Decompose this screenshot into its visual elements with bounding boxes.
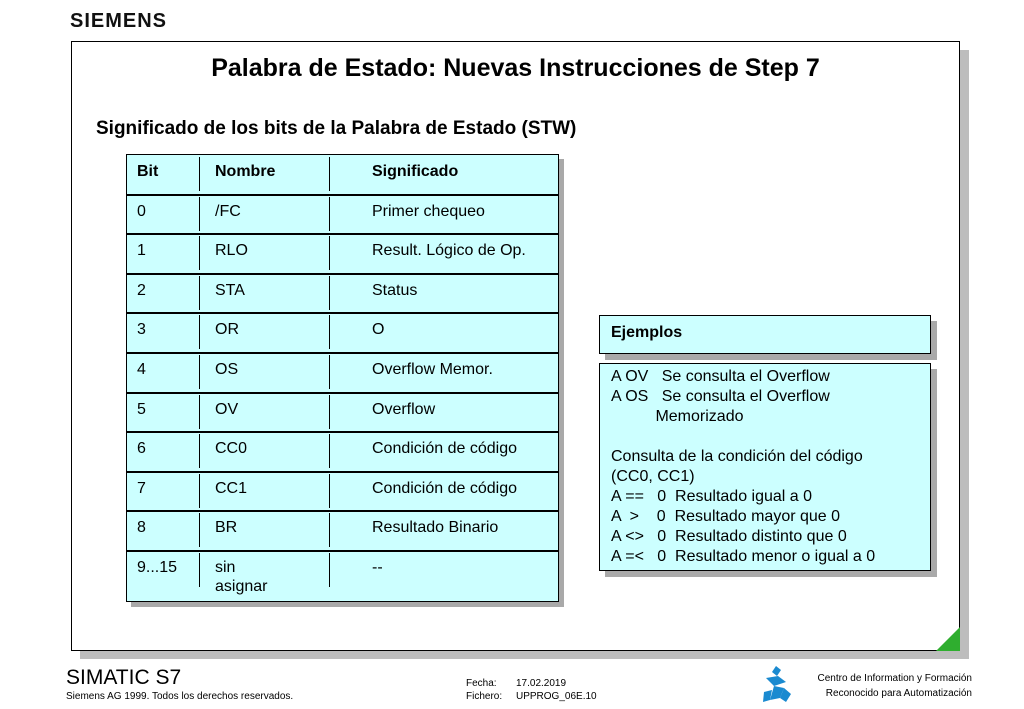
table-cell: Overflow Memor. — [372, 361, 493, 378]
example-line: A > 0 Resultado mayor que 0 — [611, 508, 841, 525]
examples-header-box — [599, 315, 931, 354]
example-line: A == 0 Resultado igual a 0 — [611, 488, 813, 505]
status-word-table — [126, 154, 559, 602]
row-separator — [127, 194, 558, 196]
row-separator — [127, 392, 558, 394]
row-separator — [127, 312, 558, 314]
file-info — [466, 677, 597, 703]
table-header-cell: Bit — [137, 163, 159, 180]
table-cell: 6 — [137, 440, 146, 458]
column-separator — [199, 395, 200, 429]
table-cell: CC1 — [215, 479, 248, 497]
table-cell: STA — [215, 281, 245, 299]
table-cell: 0 — [137, 202, 146, 220]
column-separator — [199, 197, 200, 231]
table-cell: -- — [372, 559, 383, 576]
table-cell: Result. Lógico de Op. — [372, 242, 526, 260]
example-line — [611, 427, 930, 447]
row-separator — [127, 233, 558, 235]
example-line: A OV Se consulta el Overflow — [611, 368, 830, 385]
table-cell: Resultado Binario — [372, 519, 499, 537]
column-separator — [329, 157, 330, 191]
column-separator — [329, 553, 330, 587]
column-separator — [329, 434, 330, 468]
table-cell: 8 — [137, 519, 146, 537]
example-line: A <> 0 Resultado distinto que 0 — [611, 528, 847, 545]
column-separator — [329, 236, 330, 270]
column-separator — [199, 553, 200, 587]
column-separator — [199, 276, 200, 310]
table-cell: CC0 — [215, 440, 248, 458]
table-cell: OV — [215, 400, 239, 418]
column-separator — [199, 474, 200, 508]
example-line: Consulta de la condición del código — [611, 448, 863, 465]
table-cell: 9...15 — [137, 559, 178, 576]
example-line: A OS Se consulta el Overflow — [611, 388, 830, 405]
column-separator — [329, 355, 330, 389]
table-cell: Status — [372, 281, 418, 299]
examples-lines — [600, 364, 930, 567]
training-center-text — [800, 671, 972, 701]
fecha-value: 17.02.2019 — [516, 678, 567, 689]
column-separator — [329, 315, 330, 349]
table-cell: 7 — [137, 479, 146, 497]
table-header-cell: Significado — [372, 163, 459, 180]
table-header-cell: Nombre — [215, 163, 276, 180]
table-cell: Condición de código — [372, 479, 517, 497]
center-line-2: Reconocido para Automatización — [825, 688, 972, 699]
column-separator — [329, 197, 330, 231]
table-cell: Overflow — [372, 400, 436, 418]
table-cell: /FC — [215, 202, 241, 220]
product-name: SIMATIC S7 — [66, 666, 182, 689]
row-separator — [127, 431, 558, 433]
fecha-label: Fecha: — [466, 678, 497, 689]
table-cell: Primer chequeo — [372, 202, 485, 220]
example-line: Memorizado — [611, 408, 744, 425]
page-corner-fold — [936, 627, 960, 651]
table-cell: 3 — [137, 321, 146, 339]
copyright-text: Siemens AG 1999. Todos los derechos reservados. — [66, 691, 294, 702]
fichero-label: Fichero: — [466, 691, 503, 702]
example-line: A =< 0 Resultado menor o igual a 0 — [611, 548, 876, 565]
row-separator — [127, 510, 558, 512]
table-cell: sin asignar — [215, 559, 268, 595]
fichero-value: UPPROG_06E.10 — [516, 691, 597, 702]
column-separator — [199, 236, 200, 270]
examples-body-box — [599, 363, 931, 571]
example-line: (CC0, CC1) — [611, 468, 695, 485]
column-separator — [199, 355, 200, 389]
column-separator — [199, 513, 200, 547]
row-separator — [127, 550, 558, 552]
table-cell: BR — [215, 519, 238, 537]
examples-heading: Ejemplos — [611, 324, 683, 341]
table-cell: Condición de código — [372, 440, 517, 458]
slide-subtitle: Significado de los bits de la Palabra de Estado (STW) — [96, 118, 577, 139]
column-separator — [329, 276, 330, 310]
table-cell: O — [372, 321, 385, 339]
siemens-logo: SIEMENS — [70, 10, 168, 32]
row-separator — [127, 352, 558, 354]
training-center-logo-icon — [762, 664, 792, 704]
table-cell: OR — [215, 321, 239, 339]
column-separator — [199, 157, 200, 191]
column-separator — [199, 434, 200, 468]
center-line-1: Centro de Information y Formación — [817, 673, 972, 684]
column-separator — [329, 474, 330, 508]
table-cell: 1 — [137, 242, 146, 260]
column-separator — [329, 513, 330, 547]
row-separator — [127, 471, 558, 473]
column-separator — [329, 395, 330, 429]
table-cell: 4 — [137, 361, 146, 378]
column-separator — [199, 315, 200, 349]
table-cell: OS — [215, 361, 239, 378]
table-cell: 2 — [137, 281, 146, 299]
row-separator — [127, 273, 558, 275]
table-cell: RLO — [215, 242, 248, 260]
slide-title: Palabra de Estado: Nuevas Instrucciones de Step 7 — [211, 54, 820, 82]
table-cell: 5 — [137, 400, 146, 418]
slide-frame — [71, 41, 960, 651]
